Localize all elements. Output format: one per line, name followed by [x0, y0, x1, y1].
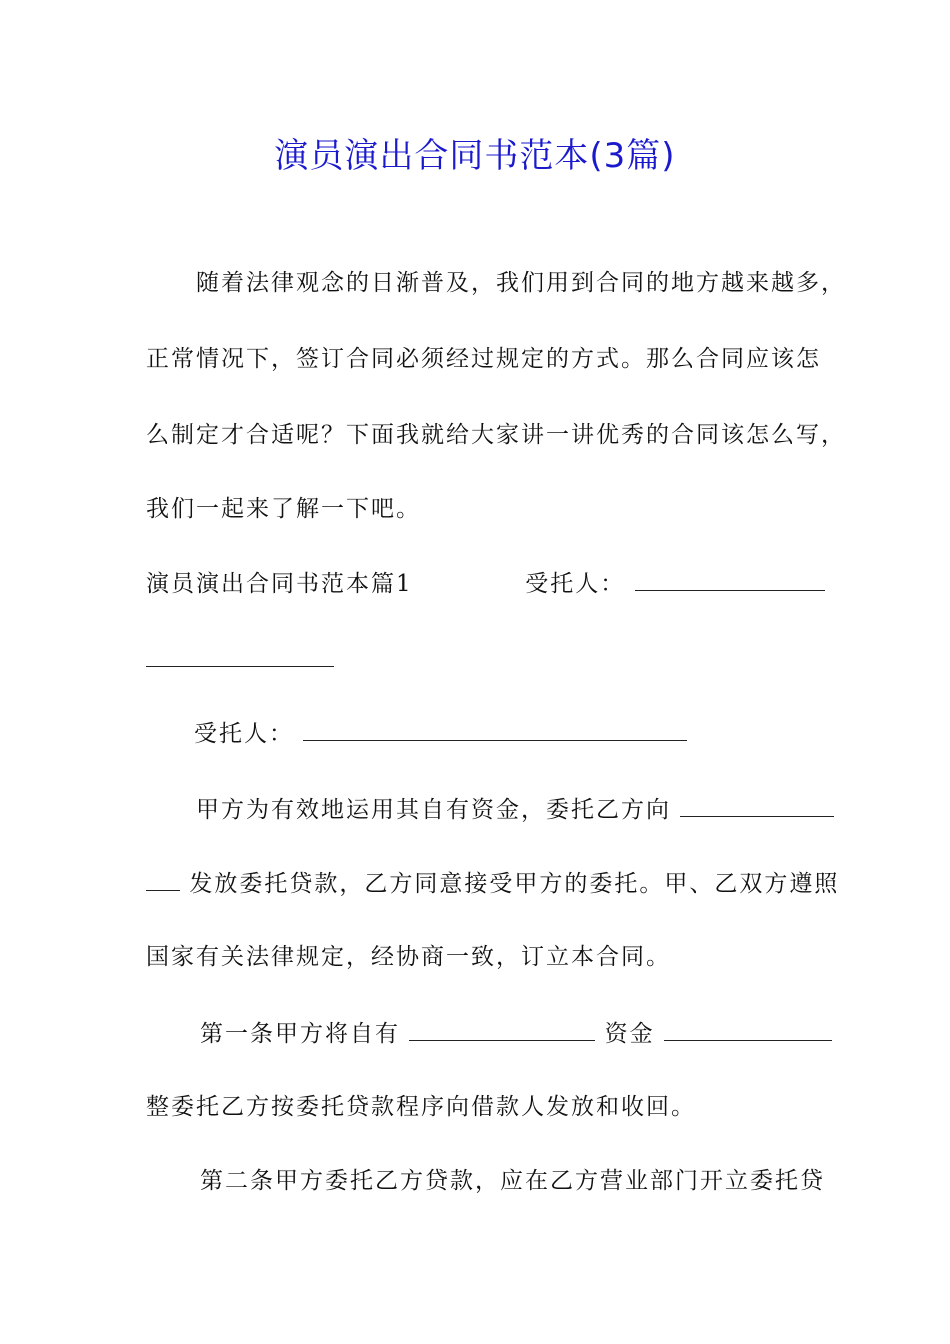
document-title: 演员演出合同书范本(3篇) — [274, 136, 676, 176]
para1-blank — [680, 794, 834, 817]
article1-text-a: 第一条甲方将自有 — [200, 1021, 400, 1047]
article1-blank-1 — [409, 1018, 595, 1041]
trustee-label-2: 受托人： — [194, 721, 294, 747]
trustee-label-1: 受托人： — [525, 571, 626, 597]
blank-continuation-row — [146, 644, 334, 675]
article2-line-1: 第二条甲方委托乙方贷款，应在乙方营业部门开立委托贷 — [200, 1168, 825, 1194]
para1-line-2 — [146, 868, 839, 899]
article1-text-b: 资金 — [604, 1021, 655, 1047]
intro-line-4: 我们一起来了解一下吧。 — [146, 496, 421, 522]
section-heading-row — [146, 568, 825, 599]
intro-line-2: 正常情况下，签订合同必须经过规定的方式。那么合同应该怎 — [146, 346, 821, 372]
para1-line-1 — [196, 794, 834, 825]
trustee-blank-1-continued — [146, 644, 334, 667]
intro-line-3: 么制定才合适呢？下面我就给大家讲一讲优秀的合同该怎么写， — [146, 422, 846, 448]
para1-text-a: 甲方为有效地运用其自有资金，委托乙方向 — [196, 797, 671, 823]
para1-blank-continued — [146, 868, 180, 891]
section-heading: 演员演出合同书范本篇1 — [146, 571, 413, 597]
article1-line-2: 整委托乙方按委托贷款程序向借款人发放和收回。 — [146, 1094, 696, 1120]
article1-blank-2 — [664, 1018, 832, 1041]
article1-line-1 — [200, 1018, 832, 1049]
trustee-blank-2 — [303, 718, 687, 741]
trustee-blank-1 — [635, 568, 825, 591]
para1-line-3: 国家有关法律规定，经协商一致，订立本合同。 — [146, 944, 671, 970]
para1-text-b: 发放委托贷款，乙方同意接受甲方的委托。甲、乙双方遵照 — [189, 871, 840, 897]
intro-line-1: 随着法律观念的日渐普及，我们用到合同的地方越来越多， — [196, 270, 846, 296]
trustee-row-2 — [194, 718, 687, 749]
